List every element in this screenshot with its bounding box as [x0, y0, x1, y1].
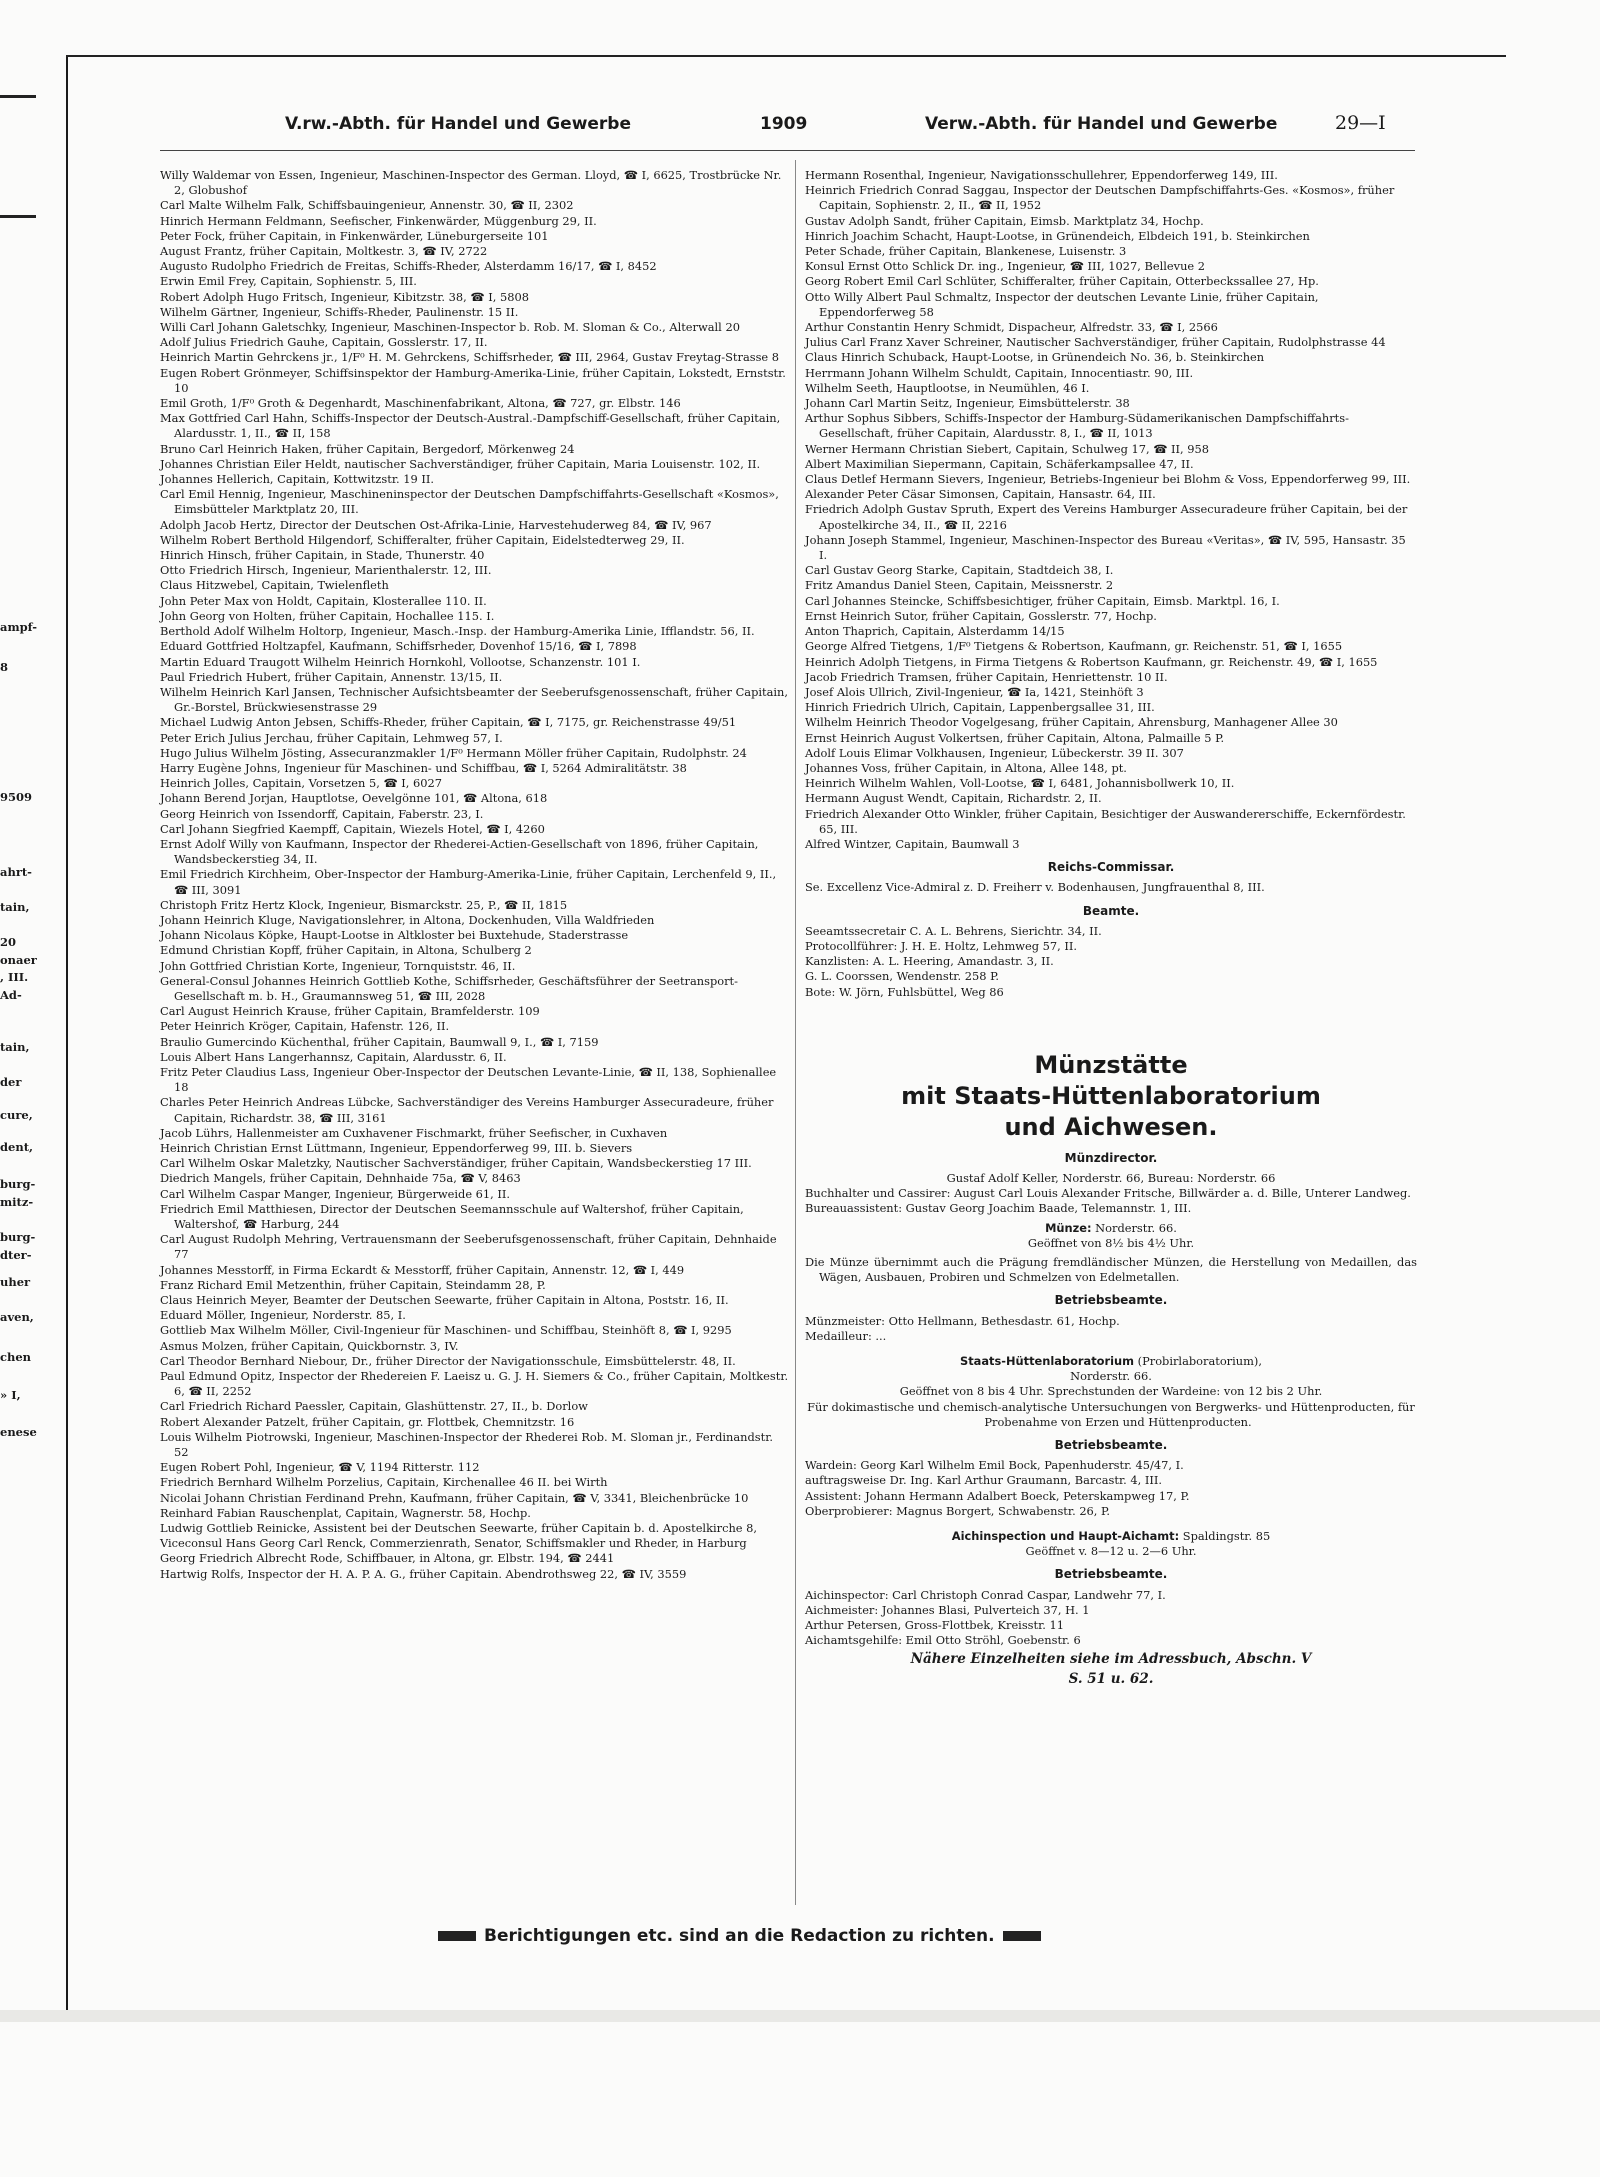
footer-text: Berichtigungen etc. sind an die Redaction zu richten.: [484, 1926, 995, 1946]
directory-entry: Heinrich Martin Gehrckens jr., 1/F⁰ H. M. Gehrckens, Schiffsrheder, ☎ III, 2964, Gustav Freytag-Strasse 8: [160, 350, 780, 365]
directory-entry: Emil Groth, 1/F⁰ Groth & Degenhardt, Maschinenfabrikant, Altona, ☎ 727, gr. Elbstr. 146: [160, 396, 681, 411]
directory-entry: Johann Joseph Stammel, Ingenieur, Maschinen-Inspector des Bureau «Veritas», ☎ IV, 595, Hansastr. 35 I.: [805, 532, 1406, 563]
directory-entry: Peter Schade, früher Capitain, Blankenese, Luisenstr. 3: [805, 244, 1127, 259]
margin-fragment: onaer: [0, 953, 37, 967]
directory-entry: Friedrich Alexander Otto Winkler, früher Capitain, Besichtiger der Auswandererschiffe, Eckernfördestr. 65, III.: [805, 806, 1406, 836]
margin-fragment: aven,: [0, 1310, 34, 1324]
staff-line: Aichinspector: Carl Christoph Conrad Caspar, Landwehr 77, I.: [805, 1587, 1166, 1602]
directory-entry: Fritz Peter Claudius Lass, Ingenieur Ober-Inspector der Deutschen Levante-Linie, ☎ II, 138, Sophienallee 18: [160, 1064, 777, 1095]
directory-entry: Willi Carl Johann Galetschky, Ingenieur, Maschinen-Inspector b. Rob. M. Sloman & Co., Alterwall 20: [160, 320, 740, 335]
directory-entry: Willy Waldemar von Essen, Ingenieur, Maschinen-Inspector des German. Lloyd, ☎ I, 6625, Trostbrücke Nr. 2, Globushof: [160, 168, 782, 198]
top-rule: [66, 55, 1506, 57]
footer-notice: [430, 1926, 1230, 1946]
huettenlab-purpose: Für dokimastische und chemisch-analytische Untersuchungen von Bergwerks- und Hüttenproducten, für Probenahme von Erzen und Hüttenproducten.: [807, 1399, 1415, 1429]
margin-fragment: mitz-: [0, 1195, 34, 1209]
directory-entry: Augusto Rudolpho Friedrich de Freitas, Schiffs-Rheder, Alsterdamm 16/17, ☎ I, 8452: [160, 259, 657, 274]
staff-line: auftragsweise Dr. Ing. Karl Arthur Graumann, Barcastr. 4, III.: [805, 1473, 1162, 1488]
directory-entry: Diedrich Mangels, früher Capitain, Dehnhaide 75a, ☎ V, 8463: [160, 1171, 521, 1186]
directory-entry: Friedrich Emil Matthiesen, Director der Deutschen Seemannsschule auf Waltershof, früher Capitain, Waltershof, ☎ Harburg, 244: [160, 1201, 744, 1232]
directory-entry: Adolf Julius Friedrich Gauhe, Capitain, Gosslerstr. 17, II.: [160, 335, 488, 350]
directory-entry: Viceconsul Hans Georg Carl Renck, Commerzienrath, Senator, Schiffsmakler und Rheder, in Harburg: [160, 1536, 747, 1551]
directory-entry: Franz Richard Emil Metzenthin, früher Capitain, Steindamm 28, P.: [160, 1277, 546, 1292]
staff-line: Aichmeister: Johannes Blasi, Pulverteich 37, H. 1: [805, 1602, 1090, 1617]
directory-entry: Carl August Rudolph Mehring, Vertrauensmann der Seeberufsgenossenschaft, früher Capitain, Dehnhaide 77: [160, 1232, 777, 1262]
margin-fragment: burg-: [0, 1230, 36, 1244]
directory-entry: Paul Friedrich Hubert, früher Capitain, Annenstr. 13/15, II.: [160, 669, 503, 684]
margin-fragment: 9509: [0, 790, 33, 804]
muenzdirector-text: Gustaf Adolf Keller, Norderstr. 66, Bureau: Norderstr. 66: [946, 1170, 1276, 1185]
directory-entry: Wilhelm Gärtner, Ingenieur, Schiffs-Rheder, Paulinenstr. 15 II.: [160, 304, 519, 319]
directory-entry: Edmund Christian Kopff, früher Capitain, in Altona, Schulberg 2: [160, 943, 532, 958]
header-left-title: V.rw.-Abth. für Handel und Gewerbe: [285, 114, 632, 134]
directory-entry: August Frantz, früher Capitain, Moltkestr. 3, ☎ IV, 2722: [160, 244, 488, 259]
margin-fragment: enese: [0, 1425, 37, 1439]
huettenlab-heading-line: [805, 1354, 1417, 1369]
margin-fragment: , III.: [0, 970, 29, 984]
directory-entry: Otto Friedrich Hirsch, Ingenieur, Marienthalerstr. 12, III.: [160, 563, 492, 578]
directory-entry: Claus Hinrich Schuback, Haupt-Lootse, in Grünendeich No. 36, b. Steinkirchen: [805, 350, 1265, 365]
directory-entry: Alexander Peter Cäsar Simonsen, Capitain, Hansastr. 64, III.: [805, 487, 1156, 502]
directory-entry: Heinrich Jolles, Capitain, Vorsetzen 5, ☎ I, 6027: [160, 776, 443, 791]
staff-line: G. L. Coorssen, Wendenstr. 258 P.: [805, 969, 1000, 984]
margin-fragment: » I,: [0, 1388, 21, 1402]
aichinspection-hours: Geöffnet v. 8—12 u. 2—6 Uhr.: [1025, 1544, 1197, 1559]
margin-fragment: uher: [0, 1275, 31, 1289]
directory-entry: Hinrich Friedrich Ulrich, Capitain, Lappenbergsallee 31, III.: [805, 700, 1155, 715]
directory-entry: Heinrich Christian Ernst Lüttmann, Ingenieur, Eppendorferweg 99, III. b. Sievers: [160, 1141, 633, 1155]
muenzdirector-heading: Münzdirector.: [1064, 1150, 1158, 1165]
directory-entry: Wilhelm Heinrich Theodor Vogelgesang, früher Capitain, Ahrensburg, Manhagener Allee 30: [805, 715, 1338, 730]
directory-entry: Peter Fock, früher Capitain, in Finkenwärder, Lüneburgerseite 101: [160, 228, 549, 243]
medailleur-text: Medailleur: ...: [805, 1328, 887, 1343]
directory-entry: Hartwig Rolfs, Inspector der H. A. P. A. G., früher Capitain. Abendrothsweg 22, ☎ IV, 3559: [160, 1566, 687, 1581]
directory-entry: Arthur Constantin Henry Schmidt, Dispacheur, Alfredstr. 33, ☎ I, 2566: [805, 320, 1218, 335]
left-column: [160, 168, 790, 1582]
column-divider: [795, 160, 796, 1905]
directory-entry: Carl August Heinrich Krause, früher Capitain, Bramfelderstr. 109: [160, 1004, 540, 1019]
directory-entry: Eduard Möller, Ingenieur, Norderstr. 85, I.: [160, 1308, 406, 1323]
directory-entry: Carl Wilhelm Oskar Maletzky, Nautischer Sachverständiger, früher Capitain, Wandsbeckerstieg 17 III.: [160, 1156, 752, 1171]
directory-entry: Claus Detlef Hermann Sievers, Ingenieur, Betriebs-Ingenieur bei Blohm & Voss, Eppendorferweg 99, III.: [805, 472, 1411, 487]
directory-entry: Harry Eugène Johns, Ingenieur für Maschinen- und Schiffbau, ☎ I, 5264 Admiralitätstr. 38: [160, 760, 687, 775]
muenze-hours: Geöffnet von 8½ bis 4½ Uhr.: [1027, 1235, 1195, 1250]
staff-line: Protocollführer: J. H. E. Holtz, Lehmweg 57, II.: [805, 938, 1078, 953]
directory-entry: Nicolai Johann Christian Ferdinand Prehn, Kaufmann, früher Capitain, ☎ V, 3341, Bleichenbrücke 10: [160, 1490, 749, 1505]
beamte-heading: Beamte.: [1082, 903, 1140, 918]
directory-entry: Johann Heinrich Kluge, Navigationslehrer, in Altona, Dockenhuden, Villa Waldfrieden: [160, 912, 655, 927]
buchhalter-text: Buchhalter und Cassirer: August Carl Louis Alexander Fritsche, Billwärder a. d. Bille, Unterer Landweg.: [805, 1186, 1411, 1201]
right-column: [805, 168, 1417, 1690]
directory-entry: George Alfred Tietgens, 1/F⁰ Tietgens & Robertson, Kaufmann, gr. Reichenstr. 51, ☎ I, 1655: [805, 639, 1343, 654]
directory-entry: Georg Robert Emil Carl Schlüter, Schifferalter, früher Capitain, Otterbeckssallee 27, Hp.: [805, 274, 1319, 289]
huettenlab-heading-suffix: (Probirlaboratorium),: [1137, 1354, 1262, 1368]
muenze-betriebsbeamte-heading: Betriebsbeamte.: [1054, 1293, 1168, 1308]
directory-entry: Hinrich Hinsch, früher Capitain, in Stade, Thunerstr. 40: [160, 548, 485, 563]
margin-fragment: der: [0, 1075, 22, 1089]
muenzmeister-text: Münzmeister: Otto Hellmann, Bethesdastr. 61, Hochp.: [805, 1313, 1120, 1328]
directory-entry: Hinrich Hermann Feldmann, Seefischer, Finkenwärder, Müggenburg 29, II.: [160, 213, 597, 228]
directory-entry: Adolph Jacob Hertz, Director der Deutschen Ost-Afrika-Linie, Harvestehuderweg 84, ☎ IV, 967: [160, 517, 712, 532]
staff-line: Arthur Petersen, Gross-Flottbek, Kreisstr. 11: [805, 1618, 1065, 1633]
staff-line: Seeamtssecretair C. A. L. Behrens, Sierichtr. 34, II.: [805, 923, 1102, 938]
directory-entry: John Peter Max von Holdt, Capitain, Klosterallee 110. II.: [160, 593, 487, 608]
margin-fragment: 8: [0, 660, 9, 674]
directory-entry: Hermann Rosenthal, Ingenieur, Navigationsschullehrer, Eppendorferweg 149, III.: [805, 168, 1278, 182]
aichinspection-heading-line: [805, 1529, 1417, 1544]
directory-entry: Friedrich Adolph Gustav Spruth, Expert des Vereins Hamburger Assecuradeure früher Capitain, bei der Apostelkirche 34, II., ☎ II, 2216: [805, 502, 1408, 532]
directory-entry: Ernst Heinrich Sutor, früher Capitain, Gosslerstr. 77, Hochp.: [805, 608, 1157, 623]
directory-entry: Johann Nicolaus Köpke, Haupt-Lootse in Altkloster bei Buxtehude, Staderstrasse: [160, 928, 629, 943]
directory-entry: Charles Peter Heinrich Andreas Lübcke, Sachverständiger des Vereins Hamburger Assecuradeure, früher Capitain, Richardstr. 38, ☎ III, 3161: [160, 1095, 774, 1125]
directory-entry: Jacob Friedrich Tramsen, früher Capitain, Henriettenstr. 10 II.: [805, 669, 1168, 684]
margin-rule: [0, 215, 36, 218]
muenze-line: [805, 1221, 1417, 1236]
staff-line: Oberprobierer: Magnus Borgert, Schwabenstr. 26, P.: [805, 1503, 1111, 1518]
directory-entry: Eugen Robert Grönmeyer, Schiffsinspektor der Hamburg-Amerika-Linie, früher Capitain, Lokstedt, Ernststr. 10: [160, 365, 786, 395]
staff-line: Assistent: Johann Hermann Adalbert Boeck, Peterskampweg 17, P.: [805, 1488, 1190, 1503]
directory-entry: Johann Carl Martin Seitz, Ingenieur, Eimsbüttelerstr. 38: [805, 396, 1130, 411]
directory-entry: Eduard Gottfried Holtzapfel, Kaufmann, Schiffsrheder, Dovenhof 15/16, ☎ I, 7898: [160, 639, 637, 654]
directory-entry: Carl Johannes Steincke, Schiffsbesichtiger, früher Capitain, Eimsb. Marktpl. 16, I.: [805, 593, 1280, 608]
aichinspection-staff-list: [805, 1588, 1417, 1649]
directory-entry: Gustav Adolph Sandt, früher Capitain, Eimsb. Marktplatz 34, Hochp.: [805, 213, 1204, 228]
header-right-title: Verw.-Abth. für Handel und Gewerbe: [925, 114, 1278, 134]
pointing-hand-icon: [438, 1931, 476, 1941]
header-year: 1909: [760, 114, 808, 134]
directory-entry: Friedrich Bernhard Wilhelm Porzelius, Capitain, Kirchenallee 46 II. bei Wirth: [160, 1475, 608, 1490]
directory-entry: Ludwig Gottlieb Reinicke, Assistent bei der Deutschen Seewarte, früher Capitain b. d. Apostelkirche 8,: [160, 1521, 758, 1536]
directory-entry: Reinhard Fabian Rauschenplat, Capitain, Wagnerstr. 58, Hochp.: [160, 1505, 531, 1520]
muenze-title-line: Münzstätte: [1034, 1050, 1188, 1079]
staff-line: Bote: W. Jörn, Fuhlsbüttel, Weg 86: [805, 984, 1004, 999]
directory-entry: Wilhelm Seeth, Hauptlootse, in Neumühlen, 46 I.: [805, 380, 1090, 395]
directory-entry: Heinrich Wilhelm Wahlen, Voll-Lootse, ☎ I, 6481, Johannisbollwerk 10, II.: [805, 776, 1235, 791]
directory-entry: Christoph Fritz Hertz Klock, Ingenieur, Bismarckstr. 25, P., ☎ II, 1815: [160, 897, 568, 912]
directory-entry: Carl Malte Wilhelm Falk, Schiffsbauingenieur, Annenstr. 30, ☎ II, 2302: [160, 198, 574, 213]
margin-fragment: chen: [0, 1350, 32, 1364]
directory-entry: Gottlieb Max Wilhelm Möller, Civil-Ingenieur für Maschinen- und Schiffbau, Steinhöft 8, ☎ I, 9295: [160, 1323, 732, 1338]
margin-fragment: ahrt-: [0, 865, 32, 879]
header-rule: [160, 150, 1415, 151]
directory-entry: Carl Wilhelm Caspar Manger, Ingenieur, Bürgerweide 61, II.: [160, 1186, 511, 1201]
muenze-address: Norderstr. 66.: [1095, 1220, 1177, 1235]
page-bottom-edge: [0, 2010, 1600, 2022]
page-edge-rule: [66, 55, 68, 2010]
directory-entry: Michael Ludwig Anton Jebsen, Schiffs-Rheder, früher Capitain, ☎ I, 7175, gr. Reichenstrasse 49/51: [160, 715, 737, 730]
muenze-title-line: mit Staats-Hüttenlaboratorium: [901, 1081, 1321, 1110]
bureauassistent-text: Bureauassistent: Gustav Georg Joachim Baade, Telemannstr. 1, III.: [805, 1201, 1192, 1216]
directory-entry: Carl Johann Siegfried Kaempff, Capitain, Wiezels Hotel, ☎ I, 4260: [160, 821, 545, 836]
directory-entry: Johannes Christian Eiler Heldt, nautischer Sachverständiger, früher Capitain, Maria Louisenstr. 102, II.: [160, 456, 761, 471]
muenze-title-line: und Aichwesen.: [1004, 1112, 1218, 1141]
directory-entry: Claus Heinrich Meyer, Beamter der Deutschen Seewarte, früher Capitain in Altona, Poststr. 16, II.: [160, 1293, 729, 1308]
aichinspection-heading: Aichinspection und Haupt-Aichamt:: [951, 1529, 1180, 1544]
directory-entry: Herrmann Johann Wilhelm Schuldt, Capitain, Innocentiastr. 90, III.: [805, 365, 1194, 380]
huettenlab-address: Norderstr. 66.: [1070, 1369, 1152, 1384]
huettenlab-staff-list: [805, 1458, 1417, 1519]
directory-entry: Ernst Heinrich August Volkertsen, früher Capitain, Altona, Palmaille 5 P.: [805, 730, 1225, 745]
huettenlab-heading: Staats-Hüttenlaboratorium: [960, 1354, 1135, 1368]
directory-entry: Emil Friedrich Kirchheim, Ober-Inspector der Hamburg-Amerika-Linie, früher Capitain, Lerchenfeld 9, II., ☎ III, 3091: [160, 867, 777, 897]
directory-entry: Hinrich Joachim Schacht, Haupt-Lootse, in Grünendeich, Elbdeich 191, b. Steinkirchen: [805, 228, 1310, 243]
directory-entry: Adolf Louis Elimar Volkhausen, Ingenieur, Lübeckerstr. 39 II. 307: [805, 745, 1184, 760]
directory-entry: Eugen Robert Pohl, Ingenieur, ☎ V, 1194 Ritterstr. 112: [160, 1460, 480, 1475]
muenze-label: Münze:: [1045, 1220, 1092, 1235]
aichinspection-betriebsbeamte-heading: Betriebsbeamte.: [1054, 1567, 1168, 1582]
directory-entry: General-Consul Johannes Heinrich Gottlieb Kothe, Schiffsrheder, Geschäftsführer der Seetransport-Gesellschaft m. b. H., Graumannsweg 51, ☎ III, 2028: [160, 973, 738, 1003]
directory-entry: Carl Friedrich Richard Paessler, Capitain, Glashüttenstr. 27, II., b. Dorlow: [160, 1399, 588, 1414]
directory-entry: John Gottfried Christian Korte, Ingenieur, Tornquiststr. 46, II.: [160, 958, 516, 973]
directory-entry: John Georg von Holten, früher Capitain, Hochallee 115. I.: [160, 608, 495, 623]
directory-entry: Louis Albert Hans Langerhannsz, Capitain, Alardusstr. 6, II.: [160, 1049, 507, 1064]
margin-fragment: 20: [0, 935, 17, 949]
directory-entry: Arthur Sophus Sibbers, Schiffs-Inspector der Hamburg-Südamerikanischen Dampfschiffahrts-Gesellschaft, früher Capitain, Alardusstr. 8, I., ☎ II, 1013: [805, 411, 1349, 441]
directory-entry: Asmus Molzen, früher Capitain, Quickbornstr. 3, IV.: [160, 1338, 459, 1353]
directory-entry: Fritz Amandus Daniel Steen, Capitain, Meissnerstr. 2: [805, 578, 1114, 593]
directory-entry: Max Gottfried Carl Hahn, Schiffs-Inspector der Deutsch-Austral.-Dampfschiff-Gesellschaft, früher Capitain, Alardusstr. 1, II., ☎ II, 158: [160, 411, 781, 441]
directory-entry: Robert Adolph Hugo Fritsch, Ingenieur, Kibitzstr. 38, ☎ I, 5808: [160, 289, 529, 304]
directory-entry: Robert Alexander Patzelt, früher Capitain, gr. Flottbek, Chemnitzstr. 16: [160, 1414, 575, 1429]
staff-line: Aichamtsgehilfe: Emil Otto Ströhl, Goebenstr. 6: [805, 1633, 1081, 1648]
note-line: S. 51 u. 62.: [1068, 1671, 1154, 1688]
directory-entry: Albert Maximilian Siepermann, Capitain, Schäferkampsallee 47, II.: [805, 456, 1194, 471]
directory-entry: Erwin Emil Frey, Capitain, Sophienstr. 5, III.: [160, 274, 417, 289]
directory-entry: Johannes Voss, früher Capitain, in Altona, Allee 148, pt.: [805, 760, 1127, 775]
margin-fragment: ampf-: [0, 620, 37, 634]
reichs-commissar-text: Se. Excellenz Vice-Admiral z. D. Freiherr v. Bodenhausen, Jungfrauenthal 8, III.: [805, 880, 1265, 895]
directory-entry: Josef Alois Ullrich, Zivil-Ingenieur, ☎ Ia, 1421, Steinhöft 3: [805, 684, 1144, 699]
adjacent-page-edge: [0, 55, 62, 2010]
directory-entry: Braulio Gumercindo Küchenthal, früher Capitain, Baumwall 9, I., ☎ I, 7159: [160, 1034, 599, 1049]
directory-entry: Bruno Carl Heinrich Haken, früher Capitain, Bergedorf, Mörkenweg 24: [160, 441, 575, 456]
directory-entry: Paul Edmund Opitz, Inspector der Rhedereien F. Laeisz u. G. J. H. Siemers & Co., früher Capitain, Moltkestr. 6, ☎ II, 2252: [160, 1369, 789, 1399]
margin-fragment: cure,: [0, 1108, 33, 1122]
directory-entry: Louis Wilhelm Piotrowski, Ingenieur, Maschinen-Inspector der Rhederei Rob. M. Sloman jr., Ferdinandstr. 52: [160, 1429, 774, 1460]
directory-entry: Peter Erich Julius Jerchau, früher Capitain, Lehmweg 57, I.: [160, 730, 503, 745]
directory-entry: Anton Thaprich, Capitain, Alsterdamm 14/15: [805, 624, 1065, 639]
directory-entry: Otto Willy Albert Paul Schmaltz, Inspector der deutschen Levante Linie, früher Capitain, Eppendorferweg 58: [805, 289, 1319, 319]
directory-entry: Alfred Wintzer, Capitain, Baumwall 3: [805, 836, 1020, 851]
muenze-description: Die Münze übernimmt auch die Prägung fremdländischer Münzen, die Herstellung von Medaillen, das Wägen, Ausbauen, Probiren und Schmelzen von Edelmetallen.: [805, 1254, 1417, 1285]
directory-entry: Heinrich Friedrich Conrad Saggau, Inspector der Deutschen Dampfschiffahrts-Ges. «Kosmos», früher Capitain, Sophienstr. 2, II., ☎ II, 1952: [805, 183, 1395, 213]
directory-entry: Carl Gustav Georg Starke, Capitain, Stadtdeich 38, I.: [805, 563, 1114, 578]
directory-entry: Hugo Julius Wilhelm Jösting, Assecuranzmakler 1/F⁰ Hermann Möller früher Capitain, Rudolphstr. 24: [160, 745, 747, 760]
right-entries: [805, 168, 1417, 852]
muenze-section: [805, 1050, 1417, 1689]
huettenlab-hours: Geöffnet von 8 bis 4 Uhr. Sprechstunden der Wardeine: von 12 bis 2 Uhr.: [899, 1384, 1323, 1399]
directory-entry: Ernst Adolf Willy von Kaufmann, Inspector der Rhederei-Actien-Gesellschaft von 1896, früher Capitain, Wandsbeckerstieg 34, II.: [160, 836, 759, 867]
reichs-commissar-heading: Reichs-Commissar.: [1047, 860, 1175, 875]
directory-entry: Konsul Ernst Otto Schlick Dr. ing., Ingenieur, ☎ III, 1027, Bellevue 2: [805, 259, 1206, 274]
directory-entry: Martin Eduard Traugott Wilhelm Heinrich Hornkohl, Vollootse, Schanzenstr. 101 I.: [160, 654, 641, 669]
pointing-hand-icon: [1003, 1931, 1041, 1941]
directory-entry: Berthold Adolf Wilhelm Holtorp, Ingenieur, Masch.-Insp. der Hamburg-Amerika Linie, Ifflandstr. 56, II.: [160, 624, 755, 639]
directory-entry: Werner Hermann Christian Siebert, Capitain, Schulweg 17, ☎ II, 958: [805, 441, 1210, 456]
margin-fragment: Ad-: [0, 988, 22, 1002]
directory-entry: Heinrich Adolph Tietgens, in Firma Tietgens & Robertson Kaufmann, gr. Reichenstr. 49, ☎ I, 1655: [805, 654, 1378, 669]
directory-entry: Wilhelm Heinrich Karl Jansen, Technischer Aufsichtsbeamter der Seeberufsgenossenschaft, früher Capitain, Gr.-Borstel, Brückwiesenstrasse 29: [160, 684, 788, 715]
staff-line: Kanzlisten: A. L. Heering, Amandastr. 3, II.: [805, 954, 1054, 969]
staff-line: Wardein: Georg Karl Wilhelm Emil Bock, Papenhuderstr. 45/47, I.: [805, 1458, 1184, 1473]
directory-entry: Johannes Messtorff, in Firma Eckardt & Messtorff, früher Capitain, Annenstr. 12, ☎ I, 449: [160, 1262, 685, 1277]
directory-entry: Claus Hitzwebel, Capitain, Twielenfleth: [160, 578, 389, 593]
directory-entry: Georg Friedrich Albrecht Rode, Schiffbauer, in Altona, gr. Elbstr. 194, ☎ 2441: [160, 1551, 615, 1566]
margin-fragment: burg-: [0, 1177, 36, 1191]
directory-entry: Carl Theodor Bernhard Niebour, Dr., früher Director der Navigationsschule, Eimsbüttelerstr. 48, II.: [160, 1353, 736, 1368]
directory-entry: Jacob Lührs, Hallenmeister am Cuxhavener Fischmarkt, früher Seefischer, in Cuxhaven: [160, 1125, 668, 1140]
huettenlab-betriebsbeamte-heading: Betriebsbeamte.: [1054, 1438, 1168, 1453]
margin-fragment: tain,: [0, 900, 30, 914]
margin-fragment: tain,: [0, 1040, 30, 1054]
page-header: [285, 114, 1415, 140]
margin-fragment: dter-: [0, 1248, 32, 1262]
margin-rule: [0, 95, 36, 98]
directory-entry: Georg Heinrich von Issendorff, Capitain, Faberstr. 23, I.: [160, 806, 484, 821]
directory-entry: Carl Emil Hennig, Ingenieur, Maschineninspector der Deutschen Dampfschiffahrts-Gesellschaft «Kosmos», Eimsbütteler Marktplatz 20, III.: [160, 487, 779, 517]
beamte-list: [805, 924, 1417, 1000]
directory-entry: Johann Berend Jorjan, Hauptlotse, Oevelgönne 101, ☎ Altona, 618: [160, 791, 548, 806]
page-number: 29—I: [1335, 112, 1386, 134]
directory-entry: Wilhelm Robert Berthold Hilgendorf, Schifferalter, früher Capitain, Eidelstedterweg 29, II.: [160, 532, 685, 547]
directory-entry: Peter Heinrich Kröger, Capitain, Hafenstr. 126, II.: [160, 1019, 450, 1034]
margin-fragment: dent,: [0, 1140, 34, 1154]
note-line: Nähere Einzelheiten siehe im Adressbuch, Abschn. V: [910, 1651, 1312, 1668]
aichinspection-address: Spaldingstr. 85: [1182, 1529, 1271, 1544]
directory-entry: Hermann August Wendt, Capitain, Richardstr. 2, II.: [805, 791, 1102, 806]
directory-entry: Julius Carl Franz Xaver Schreiner, Nautischer Sachverständiger, früher Capitain, Rudolphstrasse 44: [805, 335, 1386, 350]
directory-entry: Johannes Hellerich, Capitain, Kottwitzstr. 19 II.: [160, 472, 434, 487]
